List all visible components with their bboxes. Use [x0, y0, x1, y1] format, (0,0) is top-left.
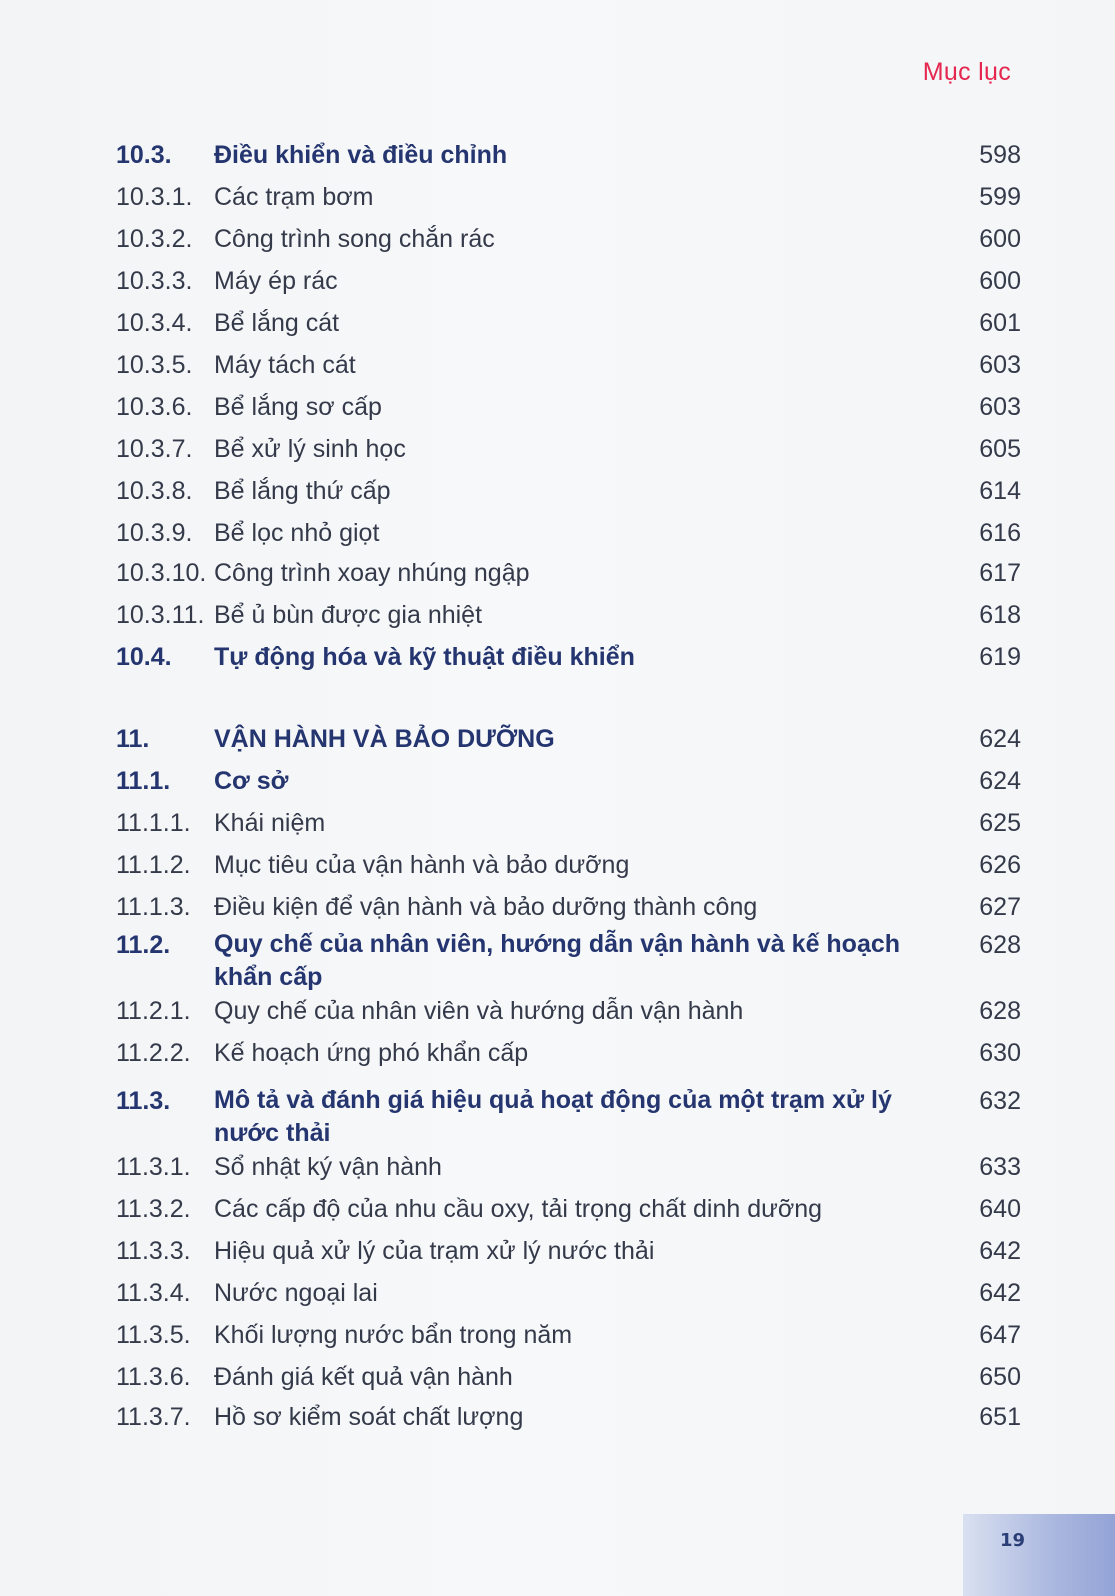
toc-entry-page: 642 [979, 1237, 1021, 1265]
toc-entry-page: 642 [979, 1279, 1021, 1307]
toc-entry-title: VẬN HÀNH VÀ BẢO DƯỠNG [214, 725, 555, 753]
toc-entry-number: 10.3.1. [116, 183, 193, 211]
toc-entry-page: 624 [979, 725, 1021, 753]
toc-entry-title: Mô tả và đánh giá hiệu quả hoạt động của một trạm xử lý nước thải [214, 1086, 892, 1147]
toc-entry-number: 11.3.2. [116, 1195, 191, 1223]
footer-page-number: 19 [1000, 1530, 1026, 1551]
toc-entry-number: 10.3.6. [116, 393, 193, 421]
toc-entry-number: 11.1.1. [116, 809, 191, 837]
toc-entry-number: 11.2.1. [116, 997, 191, 1025]
toc-entry-title: Công trình song chắn rác [214, 225, 495, 253]
toc-entry-page: 627 [979, 893, 1021, 921]
toc-entry-number: 10.4. [116, 643, 172, 671]
toc-entry-page: 599 [979, 183, 1021, 211]
toc-entry-title: Các trạm bơm [214, 183, 374, 211]
toc-entry-page: 628 [979, 931, 1021, 959]
toc-entry-title: Khối lượng nước bẩn trong năm [214, 1321, 573, 1349]
toc-entry-page: 618 [979, 601, 1021, 629]
toc-entry-page: 624 [979, 767, 1021, 795]
toc-entry-title: Đánh giá kết quả vận hành [214, 1363, 513, 1391]
toc-entry-page: 625 [979, 809, 1021, 837]
toc-entry-title: Bể lọc nhỏ giọt [214, 519, 380, 547]
toc-entry-number: 10.3.10. [116, 559, 207, 587]
toc-entry-title: Sổ nhật ký vận hành [214, 1153, 442, 1181]
toc-entry-title: Tự động hóa và kỹ thuật điều khiển [214, 643, 635, 671]
toc-entry-page: 650 [979, 1363, 1021, 1391]
toc-entry-number: 11.1.2. [116, 851, 191, 879]
toc-entry-number: 10.3.11. [116, 601, 205, 629]
toc-entry-number: 10.3.9. [116, 519, 193, 547]
toc-entry-number: 11.3.3. [116, 1237, 191, 1265]
toc-entry-number: 11. [116, 725, 150, 753]
toc-entry-page: 605 [979, 435, 1021, 463]
toc-entry-page: 598 [979, 141, 1021, 169]
toc-entry-title: Công trình xoay nhúng ngập [214, 559, 530, 587]
toc-entry-page: 640 [979, 1195, 1021, 1223]
footer-color-band [963, 1514, 1115, 1596]
toc-entry-title: Bể lắng cát [214, 309, 340, 337]
toc-entry-number: 11.3.7. [116, 1403, 191, 1431]
toc-entry-title: Nước ngoại lai [214, 1279, 378, 1307]
page-header-title: Mục lục [922, 58, 1011, 86]
toc-entry-page: 651 [979, 1403, 1021, 1431]
toc-entry-page: 603 [979, 393, 1021, 421]
toc-entry-number: 11.3.1. [116, 1153, 191, 1181]
toc-entry-title: Quy chế của nhân viên, hướng dẫn vận hành và kế hoạch khẩn cấp [214, 930, 901, 991]
toc-entry-title: Mục tiêu của vận hành và bảo dưỡng [214, 851, 630, 879]
toc-entry-title: Máy ép rác [214, 267, 338, 295]
toc-entry-page: 600 [979, 267, 1021, 295]
toc-entry-number: 11.1. [116, 767, 171, 795]
toc-entry-number: 10.3.4. [116, 309, 193, 337]
toc-entry-title: Kế hoạch ứng phó khẩn cấp [214, 1039, 529, 1067]
toc-entry-page: 630 [979, 1039, 1021, 1067]
toc-entry-title: Quy chế của nhân viên và hướng dẫn vận hành [214, 997, 744, 1025]
toc-entry-title: Bể lắng sơ cấp [214, 393, 382, 421]
toc-entry-title: Bể xử lý sinh học [214, 435, 406, 463]
toc-entry-page: 616 [979, 519, 1021, 547]
toc-entry-number: 10.3.2. [116, 225, 193, 253]
toc-entry-title: Bể ủ bùn được gia nhiệt [214, 601, 483, 629]
toc-entry-page: 614 [979, 477, 1021, 505]
toc-entry-number: 10.3.7. [116, 435, 193, 463]
toc-entry-title: Cơ sở [214, 767, 289, 795]
toc-entry-title: Hiệu quả xử lý của trạm xử lý nước thải [214, 1237, 655, 1265]
toc-entry-title: Máy tách cát [214, 351, 356, 379]
toc-entry-number: 11.3.5. [116, 1321, 191, 1349]
toc-entry-title: Khái niệm [214, 809, 326, 837]
toc-entry-page: 628 [979, 997, 1021, 1025]
toc-entry-page: 601 [979, 309, 1021, 337]
toc-entry-page: 619 [979, 643, 1021, 671]
toc-entry-number: 10.3.3. [116, 267, 193, 295]
toc-entry-page: 600 [979, 225, 1021, 253]
toc-entry-title: Các cấp độ của nhu cầu oxy, tải trọng chất dinh dưỡng [214, 1195, 823, 1223]
toc-entry-title: Hồ sơ kiểm soát chất lượng [214, 1403, 524, 1431]
toc-entry-number: 10.3. [116, 141, 172, 169]
toc-entry-number: 10.3.8. [116, 477, 193, 505]
toc-entry-title: Điều kiện để vận hành và bảo dưỡng thành công [214, 893, 758, 921]
toc-entry-number: 11.3. [116, 1087, 171, 1115]
toc-entry-number: 11.2.2. [116, 1039, 191, 1067]
toc-entry-title: Điều khiển và điều chỉnh [214, 141, 508, 169]
toc-entry-number: 10.3.5. [116, 351, 193, 379]
toc-entry-number: 11.2. [116, 931, 171, 959]
toc-entry-number: 11.3.4. [116, 1279, 191, 1307]
toc-entry-number: 11.3.6. [116, 1363, 191, 1391]
toc-entry-page: 603 [979, 351, 1021, 379]
toc-entry-page: 626 [979, 851, 1021, 879]
toc-entry-page: 617 [979, 559, 1021, 587]
toc-entry-page: 647 [979, 1321, 1021, 1349]
toc-entry-page: 632 [979, 1087, 1021, 1115]
toc-entry-number: 11.1.3. [116, 893, 191, 921]
toc-entry-page: 633 [979, 1153, 1021, 1181]
toc-entry-title: Bể lắng thứ cấp [214, 477, 391, 505]
